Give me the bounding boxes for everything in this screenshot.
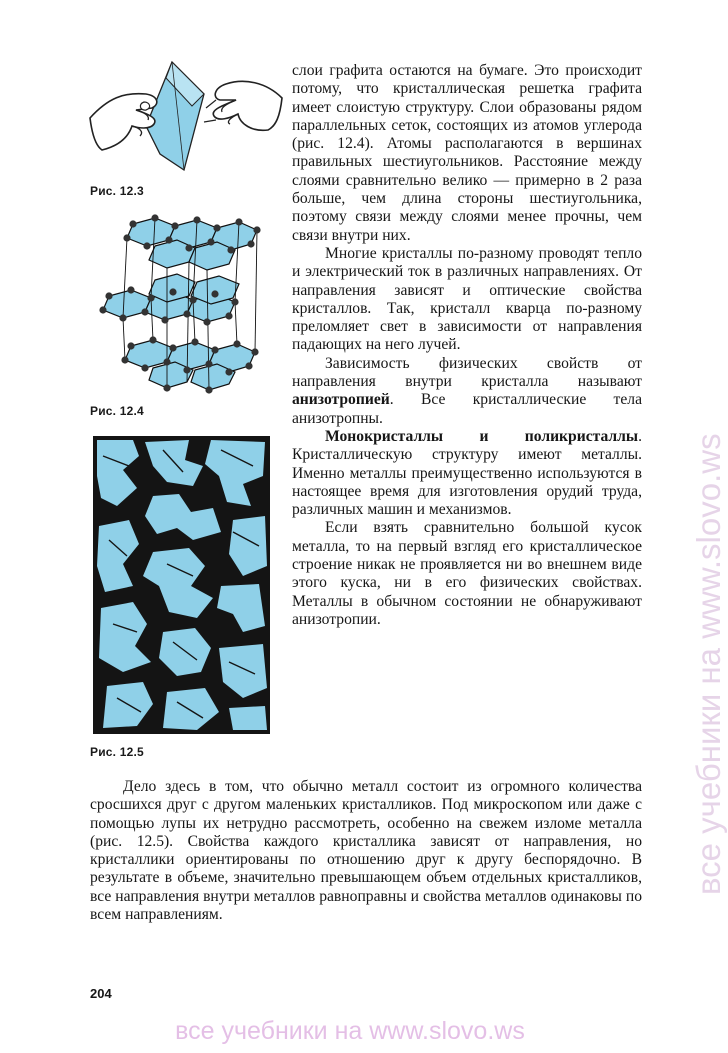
figure-12-5-caption: Рис. 12.5: [90, 745, 144, 759]
paragraph-anisotropy: [292, 355, 642, 428]
paragraph-conductivity: Многие кристаллы по-разному проводят тепло и электрический ток в различных направлениях. От направления зависят и оптические свойства кристаллов. Так, кристалл кварца по-разному преломляет свет в зависимости от направления падающих на него лучей.: [292, 244, 642, 354]
anisotropy-text-post: . Все кристаллические тела анизотропны.: [292, 391, 642, 427]
heading-monocrystals: Монокристаллы и поликристаллы: [325, 427, 639, 445]
term-anisotropy: анизотропией: [292, 391, 390, 409]
watermark-bottom: все учебники на www.slovo.ws: [175, 1017, 525, 1045]
paragraph-polycrystals: Дело здесь в том, что обычно металл состоит из огромного количества сросшихся друг с другом маленьких кристалликов. Под микроскопом или даже с помощью лупы их нетрудно рассмотреть, особенно на свежем изломе металла (рис. 12.5). Свойства каждого кристаллика зависят от направления, но кристаллики ориентированы по отношению друг к другу беспорядочно. В результате в объеме, значительно превышающем объем отдельных кристалликов, все направления внутри металлов равноправны и свойства металлов одинаковы по всем направлениям.: [90, 778, 642, 924]
figure-12-4-caption: Рис. 12.4: [90, 404, 144, 418]
paragraph-graphite: слои графита остаются на бумаге. Это происходит потому, что кристаллическая решетка графита имеет слоистую структуру. Слои образованы рядом параллельных сеток, состоящих из атомов углерода (рис. 12.4). Атомы располагаются в вершинах правильных шестиугольников. Расстояние между слоями сравнительно велико — примерно в 2 раза больше, чем длина стороны шестиугольника, поэтому связи между слоями менее прочны, чем связи внутри них.: [292, 62, 642, 244]
watermark-side: все учебники на www.slovo.ws: [690, 433, 727, 895]
monocrystals-text: . Кристаллическую структуру имеют металлы. Именно металлы преимущественно используются в настоящее время для изготовления орудий труда, различных машин и механизмов.: [292, 427, 642, 519]
paragraph-monocrystals: [292, 428, 642, 519]
anisotropy-text-pre: Зависимость физических свойств от направления внутри кристалла называют: [292, 354, 642, 391]
right-column-text: [292, 62, 642, 629]
full-width-text: [90, 778, 642, 924]
page-number: 204: [90, 986, 112, 1001]
figure-12-4-graphite-lattice: [95, 210, 270, 395]
figure-12-5-metal-fracture: [93, 436, 270, 734]
figure-12-3-caption: Рис. 12.3: [90, 184, 144, 198]
figure-12-3-hands-crystal: [88, 58, 283, 178]
paragraph-metal-piece: Если взять сравнительно большой кусок металла, то на первый взгляд его кристаллическое строение никак не проявляется ни во внешнем виде этого куска, ни в его физических свойствах. Металлы в обычном состоянии не обнаруживают анизотропии.: [292, 519, 642, 628]
